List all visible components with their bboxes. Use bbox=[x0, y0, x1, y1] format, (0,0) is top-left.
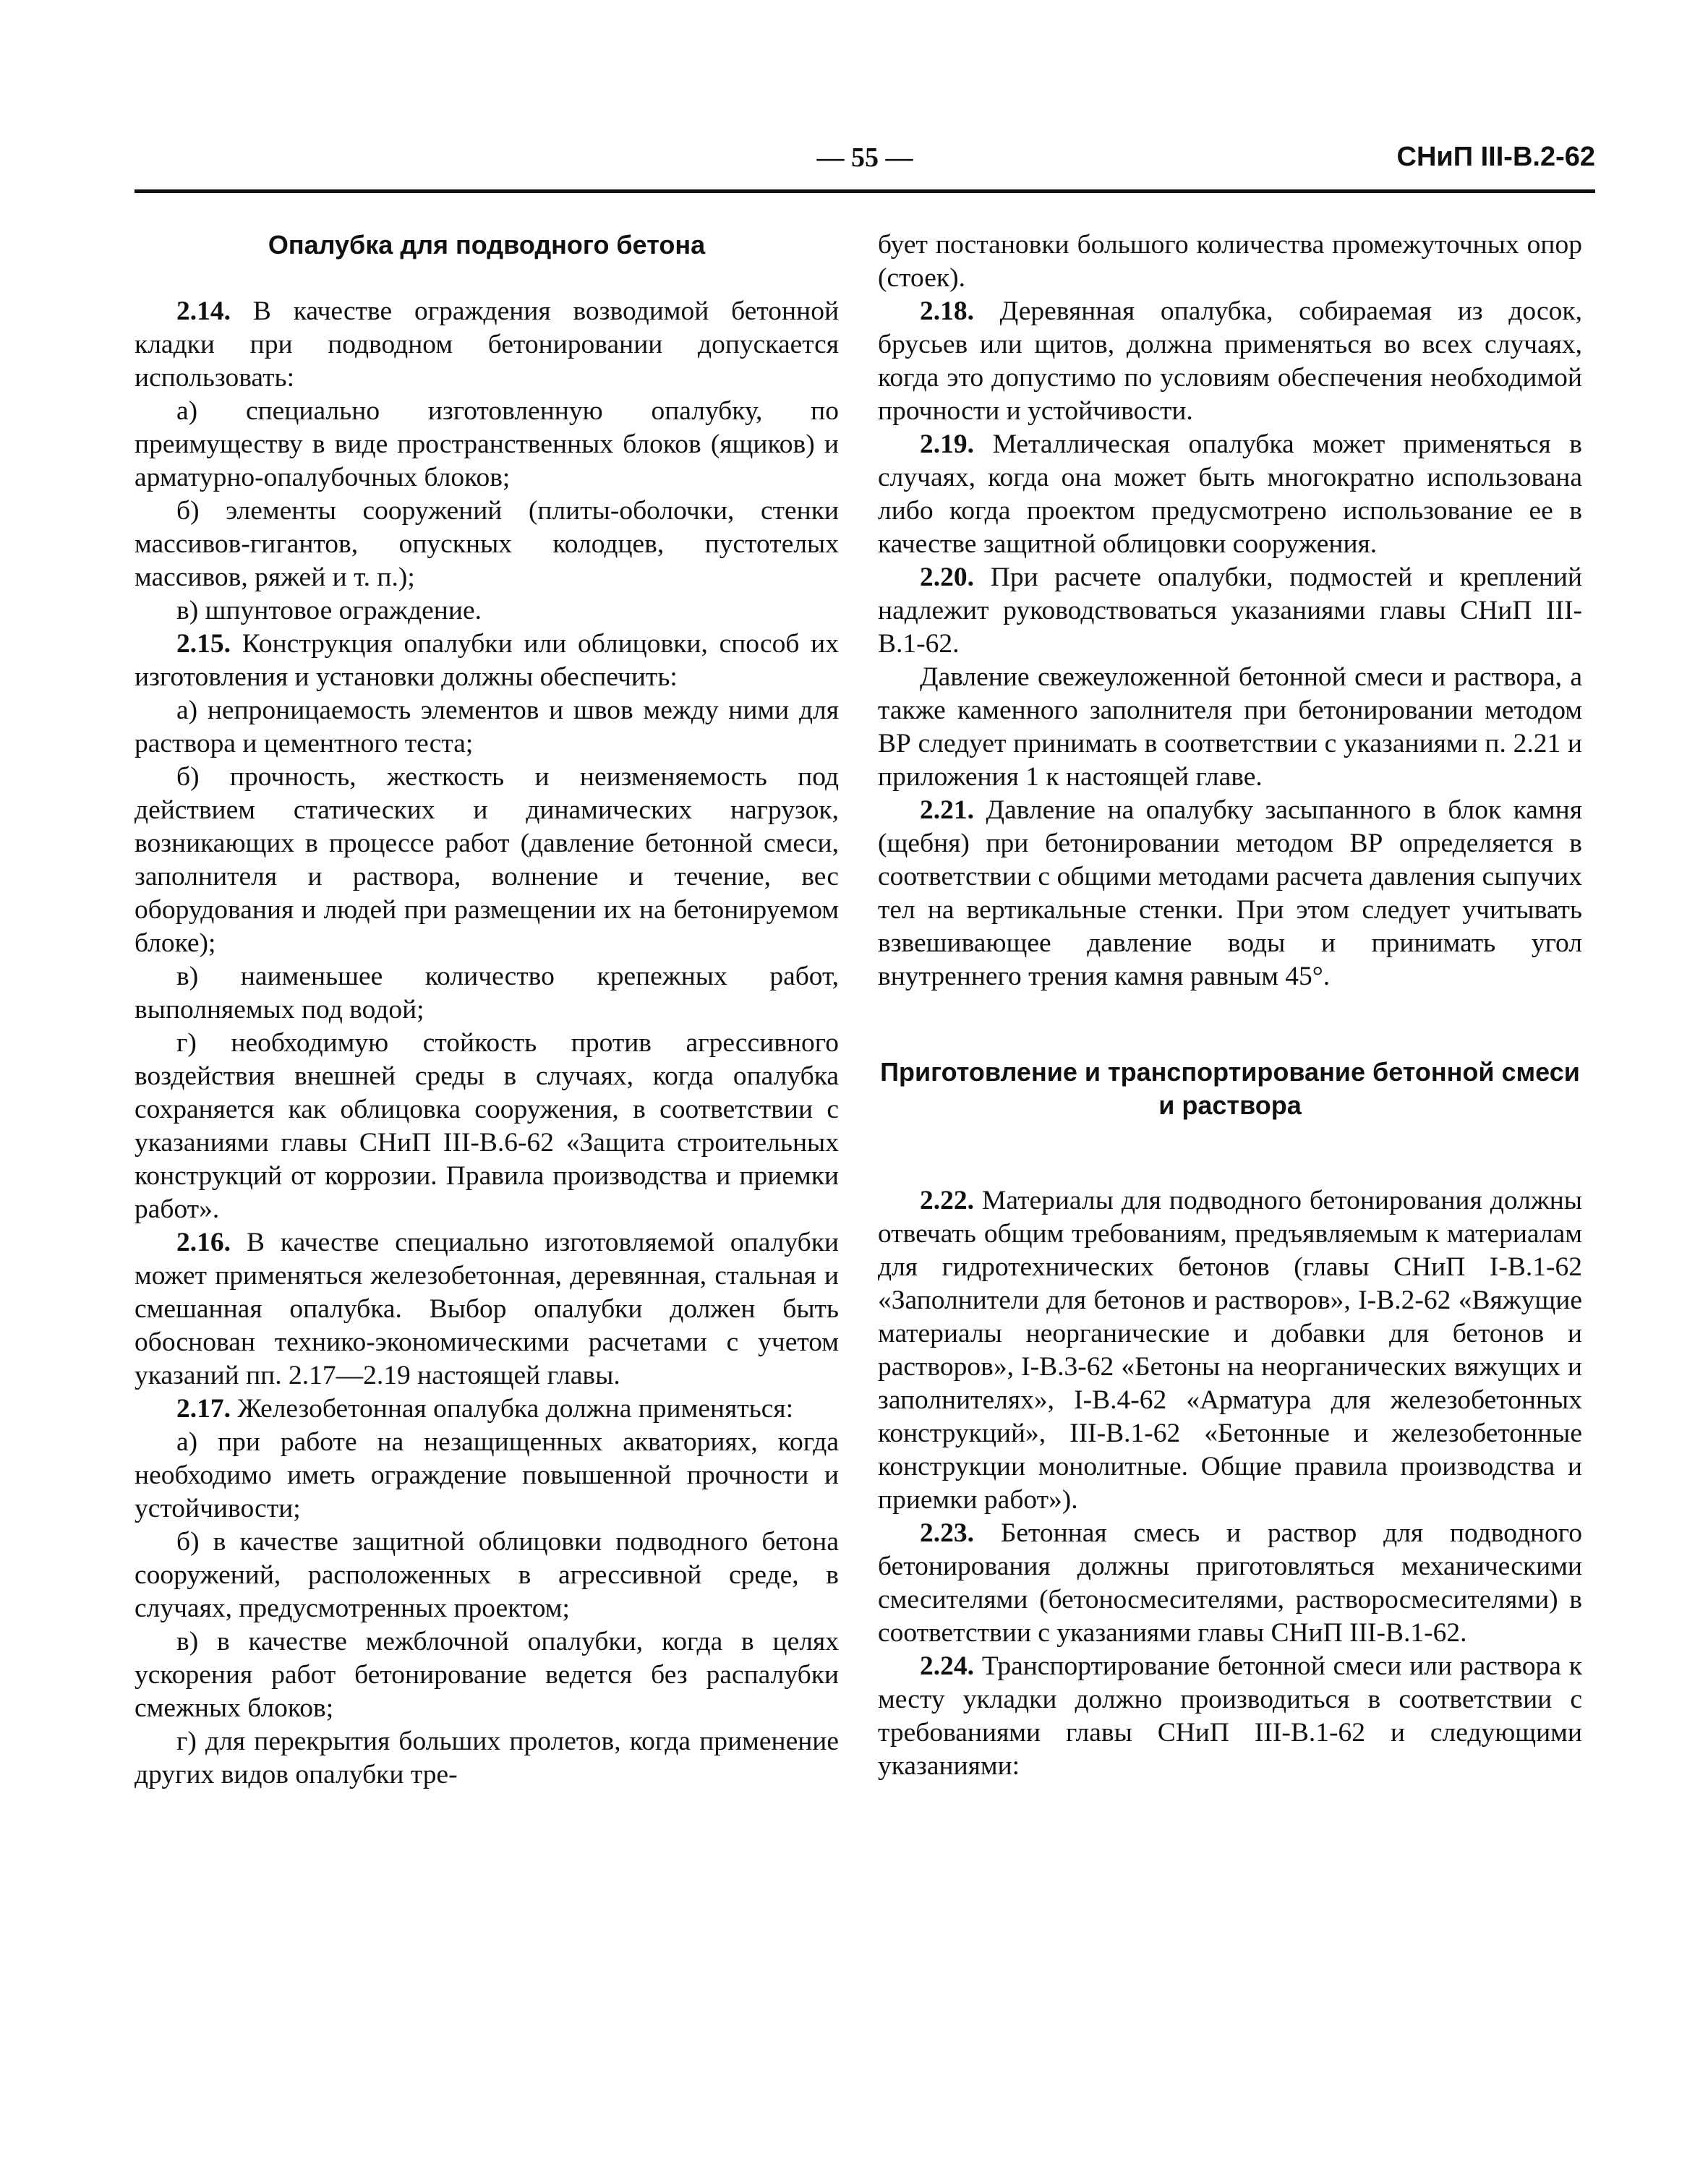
paragraph bbox=[134, 694, 839, 761]
paragraph-text: Материалы для подводного бетонирования должны отвечать общим требованиям, предъявляемым к материалам для гидротехнических бетонов (главы СНиП I-В.1-62 «Заполнители для бетонов и растворов», I-В.2-62 «Вяжущие материалы неорганические и добавки для бетонов и растворов», I-В.3-62 «Бетоны на неорганических вяжущих и заполнителях», I-В.4-62 «Арматура для железобетонных конструкций», III-В.1-62 «Бетонные и железобетонные конструкции монолитные. Общие правила производства и приемки работ»). bbox=[878, 1186, 1582, 1515]
paragraph bbox=[878, 661, 1582, 794]
paragraph bbox=[878, 1184, 1582, 1517]
paragraph-text: В качестве ограждения возводимой бетонной кладки при подводном бетонировании допускается использовать: bbox=[134, 296, 840, 393]
clause-number: 2.22. bbox=[920, 1186, 974, 1215]
section-heading-preparation: Приготовление и транспортирование бетонной смеси и раствора bbox=[880, 1057, 1580, 1120]
paragraph-text: а) непроницаемость элементов и швов между ними для раствора и цементного теста; bbox=[134, 696, 839, 758]
paragraph bbox=[878, 295, 1582, 428]
paragraph bbox=[134, 1226, 839, 1393]
paragraph-text: Давление на опалубку засыпанного в блок камня (щебня) при бетонировании методом ВР определяется в соответствии с общими методами расчета давления сыпучих тел на вертикальные стенки. При этом следует учитывать взвешивающее давление воды и принимать угол внутреннего трения камня равным 45°. bbox=[878, 795, 1582, 991]
paragraph-text: в) наименьшее количество крепежных работ, выполняемых под водой; bbox=[134, 962, 839, 1025]
spacer bbox=[134, 262, 839, 295]
paragraph bbox=[878, 428, 1582, 561]
paragraph-text: бует постановки большого количества промежуточных опор (стоек). bbox=[878, 230, 1582, 293]
left-column bbox=[134, 228, 839, 1792]
paragraph-text: в) шпунтовое ограждение. bbox=[176, 596, 482, 625]
clause-number: 2.21. bbox=[920, 795, 974, 825]
clause-number: 2.16. bbox=[176, 1228, 231, 1257]
paragraph bbox=[878, 561, 1582, 661]
paragraph-text: в) в качестве межблочной опалубки, когда в целях ускорения работ бетонирование ведется без распалубки смежных блоков; bbox=[134, 1627, 839, 1723]
header-rule bbox=[134, 189, 1595, 193]
paragraph-text: В качестве специально изготовляемой опалубки может применяться железобетонная, деревянная, стальная и смешанная опалубка. Выбор опалубки должен быть обоснован технико-экономическими расчетами с учетом указаний пп. 2.17—2.19 настоящей главы. bbox=[134, 1228, 839, 1390]
paragraph bbox=[134, 1526, 839, 1625]
paragraph-text: Металлическая опалубка может применяться в случаях, когда она может быть многократно использована либо когда проектом предусмотрено использование ее в качестве защитной облицовки сооружения. bbox=[878, 429, 1583, 559]
clause-number: 2.19. bbox=[920, 429, 974, 459]
paragraph-text: Железобетонная опалубка должна применяться: bbox=[237, 1394, 794, 1424]
right-paragraphs-bottom bbox=[878, 1184, 1582, 1783]
paragraph-text: Транспортирование бетонной смеси или раствора к месту укладки должно производиться в соответствии с требованиями главы СНиП III-В.1-62 и следующими указаниями: bbox=[878, 1651, 1582, 1781]
paragraph-text: Бетонная смесь и раствор для подводного бетонирования должны приготовляться механическими смесителями (бетоносмесителями, растворосмесителями) в соответствии с указаниями главы СНиП III-В.1-62. bbox=[878, 1518, 1582, 1648]
paragraph-text: б) прочность, жесткость и неизменяемость под действием статических и динамических нагрузок, возникающих в процессе работ (давление бетонной смеси, заполнителя и раствора, волнение и течение, вес оборудования и людей при размещении их на бетонируемом блоке); bbox=[134, 762, 839, 958]
paragraph bbox=[878, 228, 1582, 295]
paragraph bbox=[134, 395, 839, 495]
paragraph bbox=[134, 594, 839, 628]
paragraph-text: г) для перекрытия больших пролетов, когда применение других видов опалубки тре- bbox=[134, 1727, 839, 1789]
clause-number: 2.15. bbox=[176, 629, 231, 659]
page-header bbox=[134, 142, 1595, 192]
spacer bbox=[878, 993, 1582, 1056]
paragraph bbox=[878, 794, 1582, 993]
paragraph bbox=[134, 1027, 839, 1226]
page-number: — 55 — bbox=[816, 142, 913, 173]
paragraph bbox=[134, 960, 839, 1027]
paragraph-text: Деревянная опалубка, собираемая из досок, брусьев или щитов, должна применяться во всех случаях, когда это допустимо по условиям обеспечения необходимой прочности и устойчивости. bbox=[878, 296, 1582, 426]
paragraph bbox=[134, 495, 839, 594]
paragraph bbox=[134, 1725, 839, 1792]
paragraph bbox=[134, 1393, 839, 1426]
paragraph-text: г) необходимую стойкость против агрессивного воздействия внешней среды в случаях, когда опалубка сохраняется как облицовка сооружения, в соответствии с указаниями главы СНиП III-В.6-62 «Защита строительных конструкций от коррозии. Правила производства и приемки работ». bbox=[134, 1028, 839, 1224]
clause-number: 2.20. bbox=[920, 563, 974, 592]
paragraph-text: б) элементы сооружений (плиты-оболочки, стенки массивов-гигантов, опускных колодцев, пустотелых массивов, ряжей и т. п.); bbox=[134, 496, 839, 592]
right-paragraphs-top bbox=[878, 228, 1582, 993]
left-paragraphs bbox=[134, 295, 839, 1792]
section-heading-formwork: Опалубка для подводного бетона bbox=[268, 230, 706, 260]
paragraph bbox=[134, 628, 839, 694]
right-column bbox=[878, 228, 1582, 1783]
document-code: СНиП III-В.2-62 bbox=[1396, 142, 1595, 172]
paragraph bbox=[134, 1426, 839, 1526]
paragraph-text: а) специально изготовленную опалубку, по преимуществу в виде пространственных блоков (ящиков) и арматурно-опалубочных блоков; bbox=[134, 396, 839, 492]
paragraph bbox=[878, 1650, 1582, 1783]
paragraph-text: а) при работе на незащищенных акваториях, когда необходимо иметь ограждение повышенной прочности и устойчивости; bbox=[134, 1427, 839, 1523]
paragraph bbox=[878, 1517, 1582, 1650]
paragraph-text: б) в качестве защитной облицовки подводного бетона сооружений, расположенных в агрессивной среде, в случаях, предусмотренных проектом; bbox=[134, 1527, 839, 1623]
spacer bbox=[878, 1122, 1582, 1184]
clause-number: 2.14. bbox=[176, 296, 231, 326]
paragraph bbox=[134, 1625, 839, 1725]
clause-number: 2.18. bbox=[920, 296, 974, 326]
paragraph-text: Конструкция опалубки или облицовки, способ их изготовления и установки должны обеспечить: bbox=[134, 629, 839, 692]
paragraph-text: При расчете опалубки, подмостей и креплений надлежит руководствоваться указаниями главы СНиП III-В.1-62. bbox=[878, 563, 1582, 659]
clause-number: 2.23. bbox=[920, 1518, 974, 1548]
clause-number: 2.17. bbox=[176, 1394, 231, 1424]
paragraph-text: Давление свежеуложенной бетонной смеси и раствора, а также каменного заполнителя при бетонировании методом ВР следует принимать в соответствии с указаниями п. 2.21 и приложения 1 к настоящей главе. bbox=[878, 662, 1582, 792]
clause-number: 2.24. bbox=[920, 1651, 974, 1681]
paragraph bbox=[134, 295, 839, 395]
paragraph bbox=[134, 761, 839, 960]
